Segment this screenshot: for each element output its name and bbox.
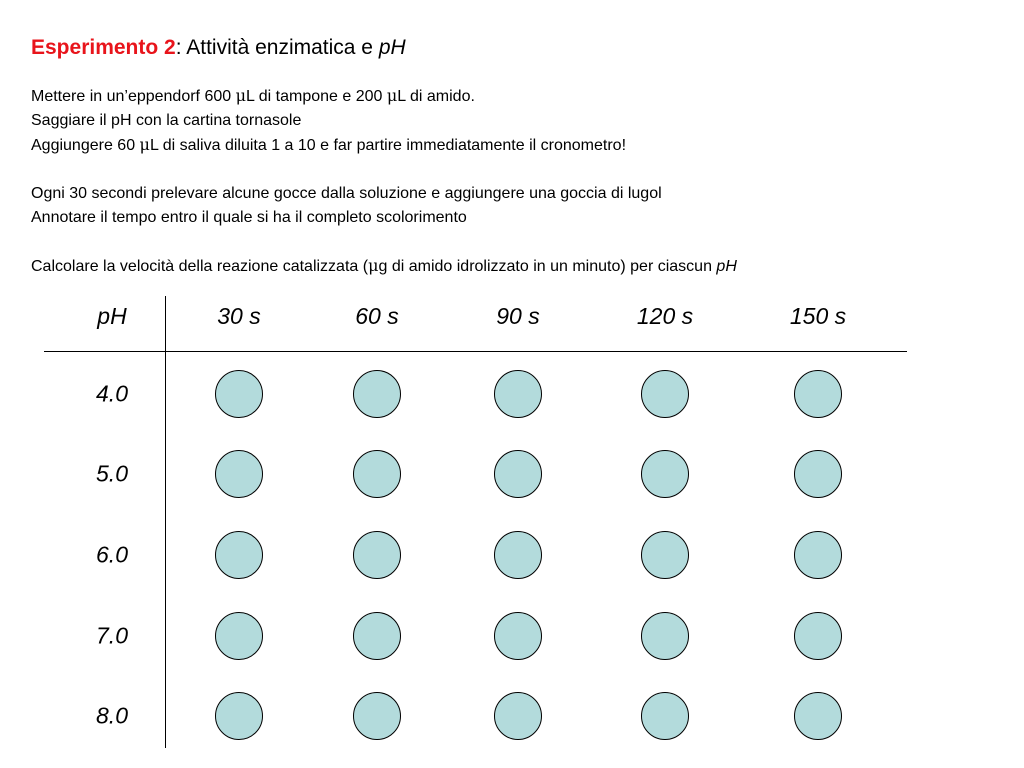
ph-row-label: 7.0 — [96, 622, 128, 649]
time-column-header: 30 s — [217, 303, 261, 329]
page-title — [31, 36, 406, 60]
time-column-header: 120 s — [636, 303, 694, 329]
sample-circle — [353, 370, 401, 418]
instruction-line-3: Aggiungere 60 μL di saliva diluita 1 a 10 e far partire immediatamente il cronometro! — [31, 135, 627, 154]
ph-column-header: pH — [97, 303, 127, 329]
mu-symbol: μ — [235, 86, 246, 105]
sample-circle — [641, 612, 689, 660]
instruction-line-5: Annotare il tempo entro il quale si ha il completo scolorimento — [31, 209, 467, 226]
ph-row-label: 6.0 — [96, 541, 128, 568]
sample-circle — [353, 692, 401, 740]
sample-circle — [494, 450, 542, 498]
sample-circle — [494, 612, 542, 660]
instruction-line-4: Ogni 30 secondi prelevare alcune gocce dalla soluzione e aggiungere una goccia di lugol — [31, 185, 662, 202]
sample-circle — [494, 370, 542, 418]
sample-circle — [353, 450, 401, 498]
sample-circle — [794, 692, 842, 740]
sample-circle — [794, 370, 842, 418]
sample-circle — [794, 612, 842, 660]
sample-circle — [641, 692, 689, 740]
title-ph: pH — [378, 36, 406, 59]
sample-circle — [794, 450, 842, 498]
sample-circle — [215, 450, 263, 498]
sample-circle — [215, 612, 263, 660]
sample-circle — [353, 612, 401, 660]
instructions — [31, 84, 737, 279]
instruction-line-6: Calcolare la velocità della reazione catalizzata (μg di amido idrolizzato in un minuto) per ciascun pH — [31, 256, 737, 275]
sample-circle — [641, 450, 689, 498]
sample-circle — [215, 692, 263, 740]
sample-circle — [494, 692, 542, 740]
mu-symbol: μ — [368, 256, 379, 275]
time-column-header: 150 s — [789, 303, 847, 329]
time-column-header: 90 s — [496, 303, 540, 329]
sample-circle — [353, 531, 401, 579]
sample-circle — [215, 370, 263, 418]
instruction-line-2: Saggiare il pH con la cartina tornasole — [31, 112, 302, 129]
column-divider — [165, 296, 166, 748]
sample-circle — [641, 531, 689, 579]
ph-row-label: 5.0 — [96, 460, 128, 487]
time-column-header: 60 s — [355, 303, 399, 329]
title-separator: : — [175, 36, 187, 59]
experiment-label: Esperimento 2 — [31, 36, 176, 59]
mu-symbol: μ — [386, 86, 398, 105]
ph-row-label: 4.0 — [96, 380, 128, 407]
title-text: Attività enzimatica e — [186, 36, 379, 59]
mu-symbol: μ — [139, 135, 150, 154]
sample-circle — [794, 531, 842, 579]
sample-circle — [215, 531, 263, 579]
sample-circle — [641, 370, 689, 418]
instruction-line-1: Mettere in un’eppendorf 600 μL di tampone e 200 μL di amido. — [31, 86, 475, 105]
header-divider — [44, 351, 907, 352]
sample-circle — [494, 531, 542, 579]
ph-row-label: 8.0 — [96, 702, 128, 729]
